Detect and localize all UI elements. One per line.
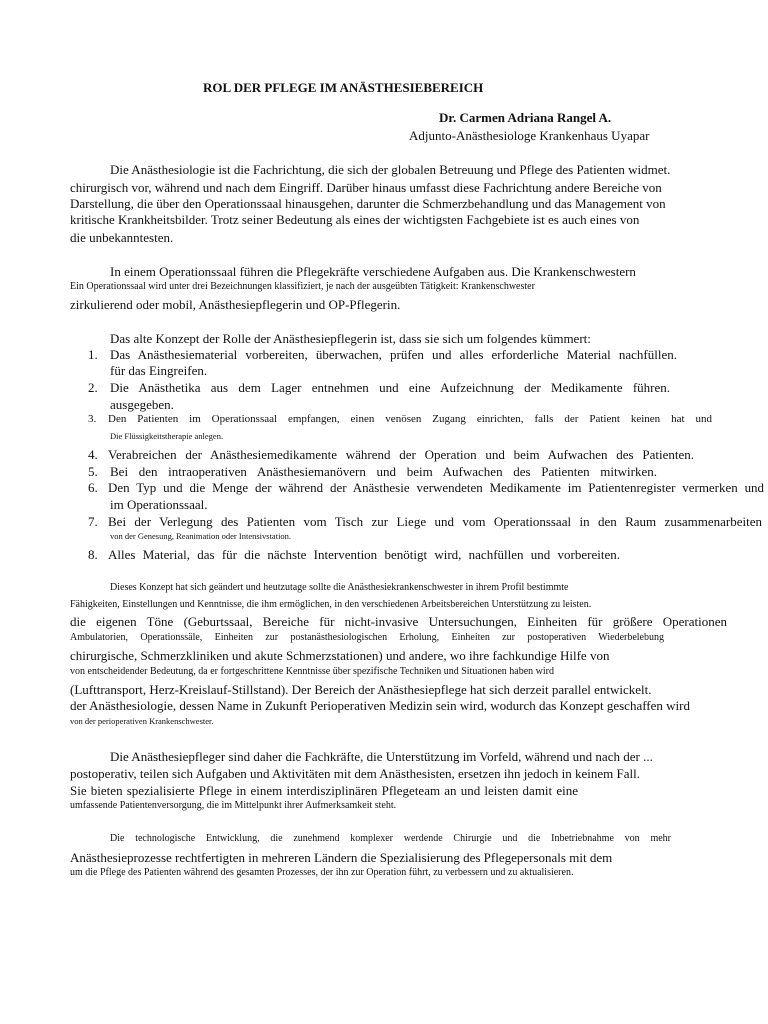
list-number: 4. — [88, 447, 98, 462]
list-number: 6. — [88, 480, 98, 495]
list-item-text: Den Typ und die Menge der während der Anästhesie verwendeten Medikamente im Patientenregister vermerken und — [108, 480, 765, 495]
list-item-text: Die Flüssigkeitstherapie anlegen. — [110, 431, 224, 441]
paragraph-1-line: chirurgisch vor, während und nach dem Eingriff. Darüber hinaus umfasst diese Fachrichtung andere Bereiche von — [70, 180, 662, 195]
list-item-text: Bei der Verlegung des Patienten vom Tisch zur Liege und vom Operationssaal in den Raum zusammenarbeiten — [108, 514, 762, 529]
page-title: ROL DER PFLEGE IM ANÄSTHESIEBEREICH — [203, 80, 484, 95]
paragraph-5-line: um die Pflege des Patienten während des gesamten Prozesses, der ihn zur Operation führt, zu verbessern und zu aktualisieren. — [70, 867, 574, 878]
paragraph-1-line: kritische Krankheitsbilder. Trotz seiner Bedeutung als eines der wichtigsten Fachgebiete ist es auch eines von — [70, 212, 640, 227]
paragraph-2-line: zirkulierend oder mobil, Anästhesiepflegerin und OP-Pflegerin. — [70, 297, 401, 312]
list-number: 1. — [88, 347, 98, 362]
paragraph-3-line: chirurgische, Schmerzkliniken und akute Schmerzstationen) und andere, wo ihre fachkundige Hilfe von — [70, 648, 610, 663]
paragraph-5-line: Die technologische Entwicklung, die zunehmend komplexer werdende Chirurgie und die Inbetriebnahme von mehr — [110, 833, 671, 844]
paragraph-3-line: Dieses Konzept hat sich geändert und heutzutage sollte die Anästhesiekrankenschwester in ihrem Profil bestimmte — [110, 582, 569, 593]
paragraph-1-line: Darstellung, die über den Operationssaal hinausgehen, darunter die Schmerzbehandlung und das Management von — [70, 196, 666, 211]
list-item-text: im Operationssaal. — [110, 497, 208, 512]
list-item-text: Das Anästhesiematerial vorbereiten, überwachen, prüfen und alles erforderliche Material nachfüllen. — [110, 347, 677, 362]
paragraph-4-line: postoperativ, teilen sich Aufgaben und Aktivitäten mit dem Anästhesisten, ersetzen ihn jedoch in keinem Fall. — [70, 766, 640, 781]
paragraph-3-line: der Anästhesiologie, dessen Name in Zukunft Perioperativen Medizin sein wird, wodurch das Konzept geschaffen wird — [70, 698, 690, 713]
list-number: 2. — [88, 380, 98, 395]
paragraph-3-line: Ambulatorien, Operationssäle, Einheiten zur postanästhesiologischen Erholung, Einheiten zur postoperativen Wiederbelebung — [70, 632, 664, 643]
paragraph-5-line: Anästhesieprozesse rechtfertigten in mehreren Ländern die Spezialisierung des Pflegepersonals mit dem — [70, 850, 613, 865]
paragraph-1-line: die unbekanntesten. — [70, 230, 174, 245]
paragraph-3-line: (Lufttransport, Herz-Kreislauf-Stillstand). Der Bereich der Anästhesiepflege hat sich derzeit parallel entwickelt. — [70, 682, 652, 697]
paragraph-1-line: Die Anästhesiologie ist die Fachrichtung, die sich der globalen Betreuung und Pflege des Patienten widmet. — [110, 162, 671, 177]
list-number: 8. — [88, 547, 98, 562]
paragraph-2-line: Ein Operationssaal wird unter drei Bezeichnungen klassifiziert, je nach der ausgeübten Tätigkeit: Krankenschwester — [70, 281, 535, 292]
list-item-text: Den Patienten im Operationssaal empfangen, einen venösen Zugang einrichten, falls der Patient keinen hat und — [108, 413, 712, 425]
list-item-text: für das Eingreifen. — [110, 363, 208, 378]
list-item-text: Die Anästhetika aus dem Lager entnehmen und eine Aufzeichnung der Medikamente führen. — [110, 380, 670, 395]
paragraph-3-line: von entscheidender Bedeutung, da er fortgeschrittene Kenntnisse über spezifische Techniken und Situationen haben wird — [70, 666, 554, 677]
paragraph-3-line: die eigenen Töne (Geburtssaal, Bereiche für nicht-invasive Untersuchungen, Einheiten für größere Operationen — [70, 614, 727, 629]
list-number: 3. — [88, 413, 97, 425]
paragraph-3-line: Fähigkeiten, Einstellungen und Kenntnisse, die ihm ermöglichen, in den verschiedenen Arbeitsbereichen Unterstützung zu leisten. — [70, 599, 592, 610]
list-item-text: ausgegeben. — [110, 397, 174, 412]
paragraph-3-line: von der perioperativen Krankenschwester. — [70, 716, 214, 726]
list-number: 5. — [88, 464, 98, 479]
list-item-text: von der Genesung, Reanimation oder Intensivstation. — [110, 531, 292, 541]
author-name: Dr. Carmen Adriana Rangel A. — [439, 110, 612, 125]
list-number: 7. — [88, 514, 98, 529]
author-affiliation: Adjunto-Anästhesiologe Krankenhaus Uyapar — [409, 128, 650, 143]
paragraph-4-line: Die Anästhesiepfleger sind daher die Fachkräfte, die Unterstützung im Vorfeld, während und nach der ... — [110, 749, 653, 764]
list-intro: Das alte Konzept der Rolle der Anästhesiepflegerin ist, dass sie sich um folgendes kümmert: — [110, 331, 591, 346]
paragraph-4-line: umfassende Patientenversorgung, die im Mittelpunkt ihrer Aufmerksamkeit steht. — [70, 800, 397, 811]
paragraph-2-line: In einem Operationssaal führen die Pflegekräfte verschiedene Aufgaben aus. Die Krankenschwestern — [110, 264, 636, 279]
paragraph-4-line: Sie bieten spezialisierte Pflege in einem interdisziplinären Pflegeteam an und leisten damit eine — [70, 783, 578, 798]
list-item-text: Verabreichen der Anästhesiemedikamente während der Operation und beim Aufwachen des Patienten. — [108, 447, 694, 462]
list-item-text: Bei den intraoperativen Anästhesiemanövern und beim Aufwachen des Patienten mitwirken. — [110, 464, 657, 479]
list-item-text: Alles Material, das für die nächste Intervention benötigt wird, nachfüllen und vorbereiten. — [108, 547, 620, 562]
